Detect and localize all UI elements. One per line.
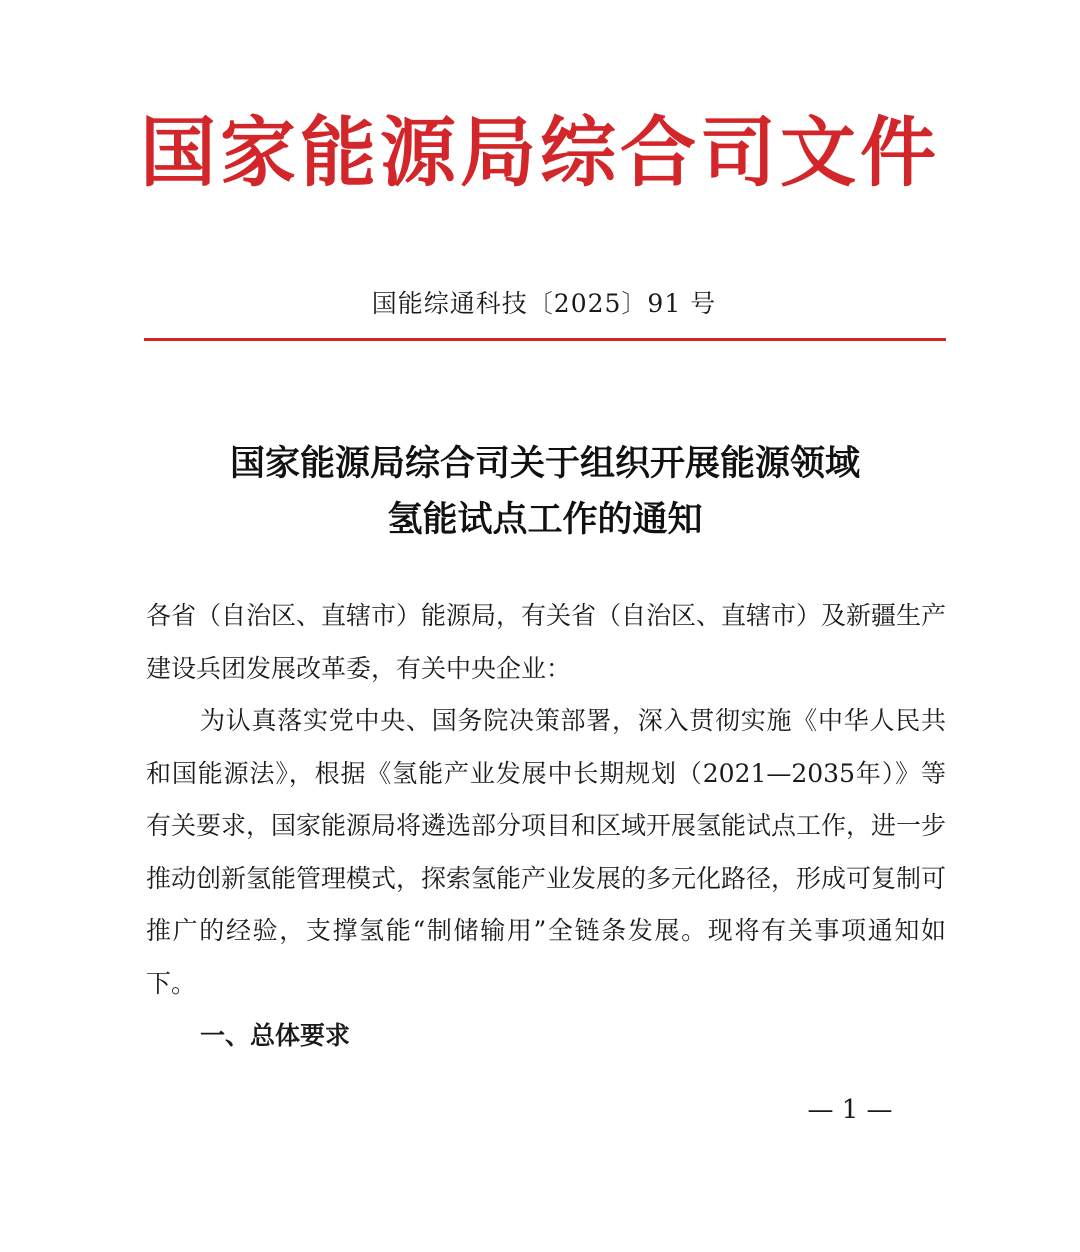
section-heading-1: 一、总体要求 <box>200 1021 351 1050</box>
title-line-1: 国家能源局综合司关于组织开展能源领域 <box>229 444 860 484</box>
document-body <box>146 590 946 1063</box>
document-number: 国能综通科技〔2025〕91 号 <box>371 289 717 318</box>
title-line-2: 氢能试点工作的通知 <box>387 500 703 540</box>
page-number: — 1 — <box>807 1095 893 1125</box>
addressee-paragraph: 各省（自治区、直辖市）能源局，有关省（自治区、直辖市）及新疆生产建设兵团发展改革委，有关中央企业： <box>146 601 947 683</box>
red-divider-line <box>144 338 946 341</box>
body-paragraph-1: 为认真落实党中央、国务院决策部署，深入贯彻实施《中华人民共和国能源法》，根据《氢能产业发展中长期规划（2021—2035年）》等有关要求，国家能源局将遴选部分项目和区域开展氢能试点工作，进一步推动创新氢能管理模式，探索氢能产业发展的多元化路径，形成可复制可推广的经验，支撑氢能“制储输用”全链条发展。现将有关事项通知如下。 <box>146 706 947 998</box>
masthead-title: 国家能源局综合司文件 <box>140 108 940 197</box>
document-title <box>0 436 1080 548</box>
